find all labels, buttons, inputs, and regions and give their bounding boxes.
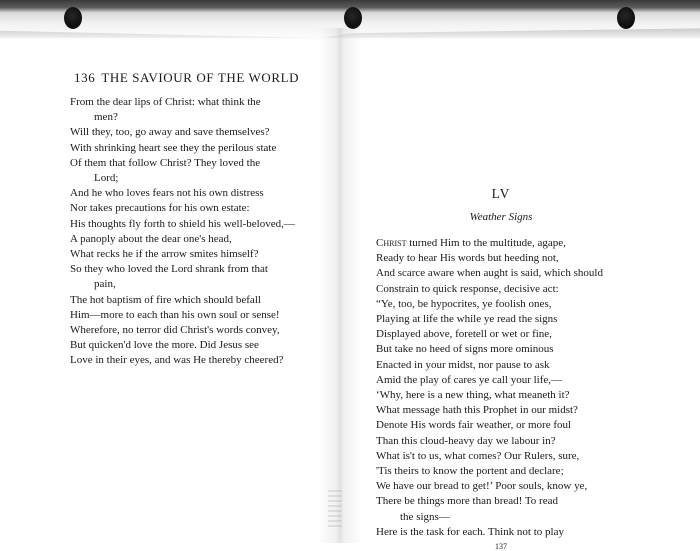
poem-line: “Ye, too, be hypocrites, ye foolish ones,	[376, 297, 552, 310]
poem-line: The hot baptism of fire which should befall	[70, 293, 261, 306]
poem-line: Constrain to quick response, decisive act:	[376, 282, 559, 295]
right-poem-text	[376, 236, 626, 540]
poem-line: Enacted in your midst, nor pause to ask	[376, 358, 550, 371]
poem-first-line-rest: turned Him to the multitude, agape,	[406, 237, 566, 249]
poem-line	[376, 236, 626, 251]
poem-line: men?	[94, 111, 118, 124]
poem-line: What message hath this Prophet in our midst?	[376, 404, 578, 417]
poem-line: So they who loved the Lord shrank from that	[70, 263, 268, 276]
left-page-number: 136	[74, 70, 96, 85]
poem-line: And scarce aware when aught is said, which should	[376, 267, 603, 280]
poem-line: Lord;	[94, 172, 119, 185]
poem-line: Amid the play of cares ye call your life,—	[376, 373, 563, 386]
poem-line: pain,	[94, 278, 116, 291]
poem-line: Ready to hear His words but heeding not,	[376, 252, 559, 265]
poem-line: Playing at life the while ye read the signs	[376, 313, 558, 326]
punch-hole	[617, 7, 635, 29]
poem-subtitle: Weather Signs	[469, 211, 533, 223]
left-poem-text	[70, 95, 320, 369]
poem-first-word: Christ	[376, 237, 407, 249]
poem-line: With shrinking heart see they the perilous state	[70, 141, 277, 154]
running-head-title: THE SAVIOUR OF THE WORLD	[101, 70, 300, 85]
poem-line: Love in their eyes, and was He thereby cheered?	[70, 354, 284, 367]
poem-line: Him—more to each than his own soul or sense!	[70, 308, 280, 321]
poem-line: Here is the task for each. Think not to play	[376, 525, 564, 538]
poem-line: There be things more than bread! To read	[376, 495, 558, 508]
poem-line: A panoply about the dear one's head,	[70, 232, 232, 245]
poem-line: the signs—	[400, 510, 450, 523]
right-page-number: 137	[495, 542, 507, 551]
poem-line: From the dear lips of Christ: what think the	[70, 96, 261, 108]
poem-line: And he who loves fears not his own distress	[70, 187, 264, 200]
right-page	[376, 186, 626, 551]
running-head	[74, 70, 320, 86]
poem-line: Of them that follow Christ? They loved the	[70, 156, 261, 169]
poem-line: Will they, too, go away and save themselves?	[70, 126, 270, 139]
left-page	[70, 70, 320, 369]
poem-line: Denote His words fair weather, or more foul	[376, 419, 572, 432]
poem-line: What recks he if the arrow smites himself?	[70, 248, 259, 261]
poem-line: Than this cloud-heavy day we labour in?	[376, 434, 556, 447]
punch-hole	[64, 7, 82, 29]
poem-line: We have our bread to get!’ Poor souls, know ye,	[376, 480, 588, 493]
poem-line: But quicken'd love the more. Did Jesus see	[70, 339, 259, 352]
poem-line: What is't to us, what comes? Our Rulers, sure,	[376, 449, 580, 462]
poem-line: 'Tis theirs to know the portent and declare;	[376, 465, 564, 478]
poem-line: Nor takes precautions for his own estate:	[70, 202, 250, 215]
poem-line: Displayed above, foretell or wet or fine,	[376, 328, 552, 341]
poem-line: ‘Why, here is a new thing, what meaneth it?	[376, 389, 570, 402]
poem-numeral: LV	[491, 186, 511, 201]
poem-line: Wherefore, no terror did Christ's words convey,	[70, 324, 280, 337]
punch-hole	[344, 7, 362, 29]
poem-line: But take no heed of signs more ominous	[376, 343, 554, 356]
gutter-speckle	[328, 490, 342, 530]
poem-line: His thoughts fly forth to shield his well-beloved,—	[70, 217, 295, 230]
book-gutter	[318, 28, 362, 543]
